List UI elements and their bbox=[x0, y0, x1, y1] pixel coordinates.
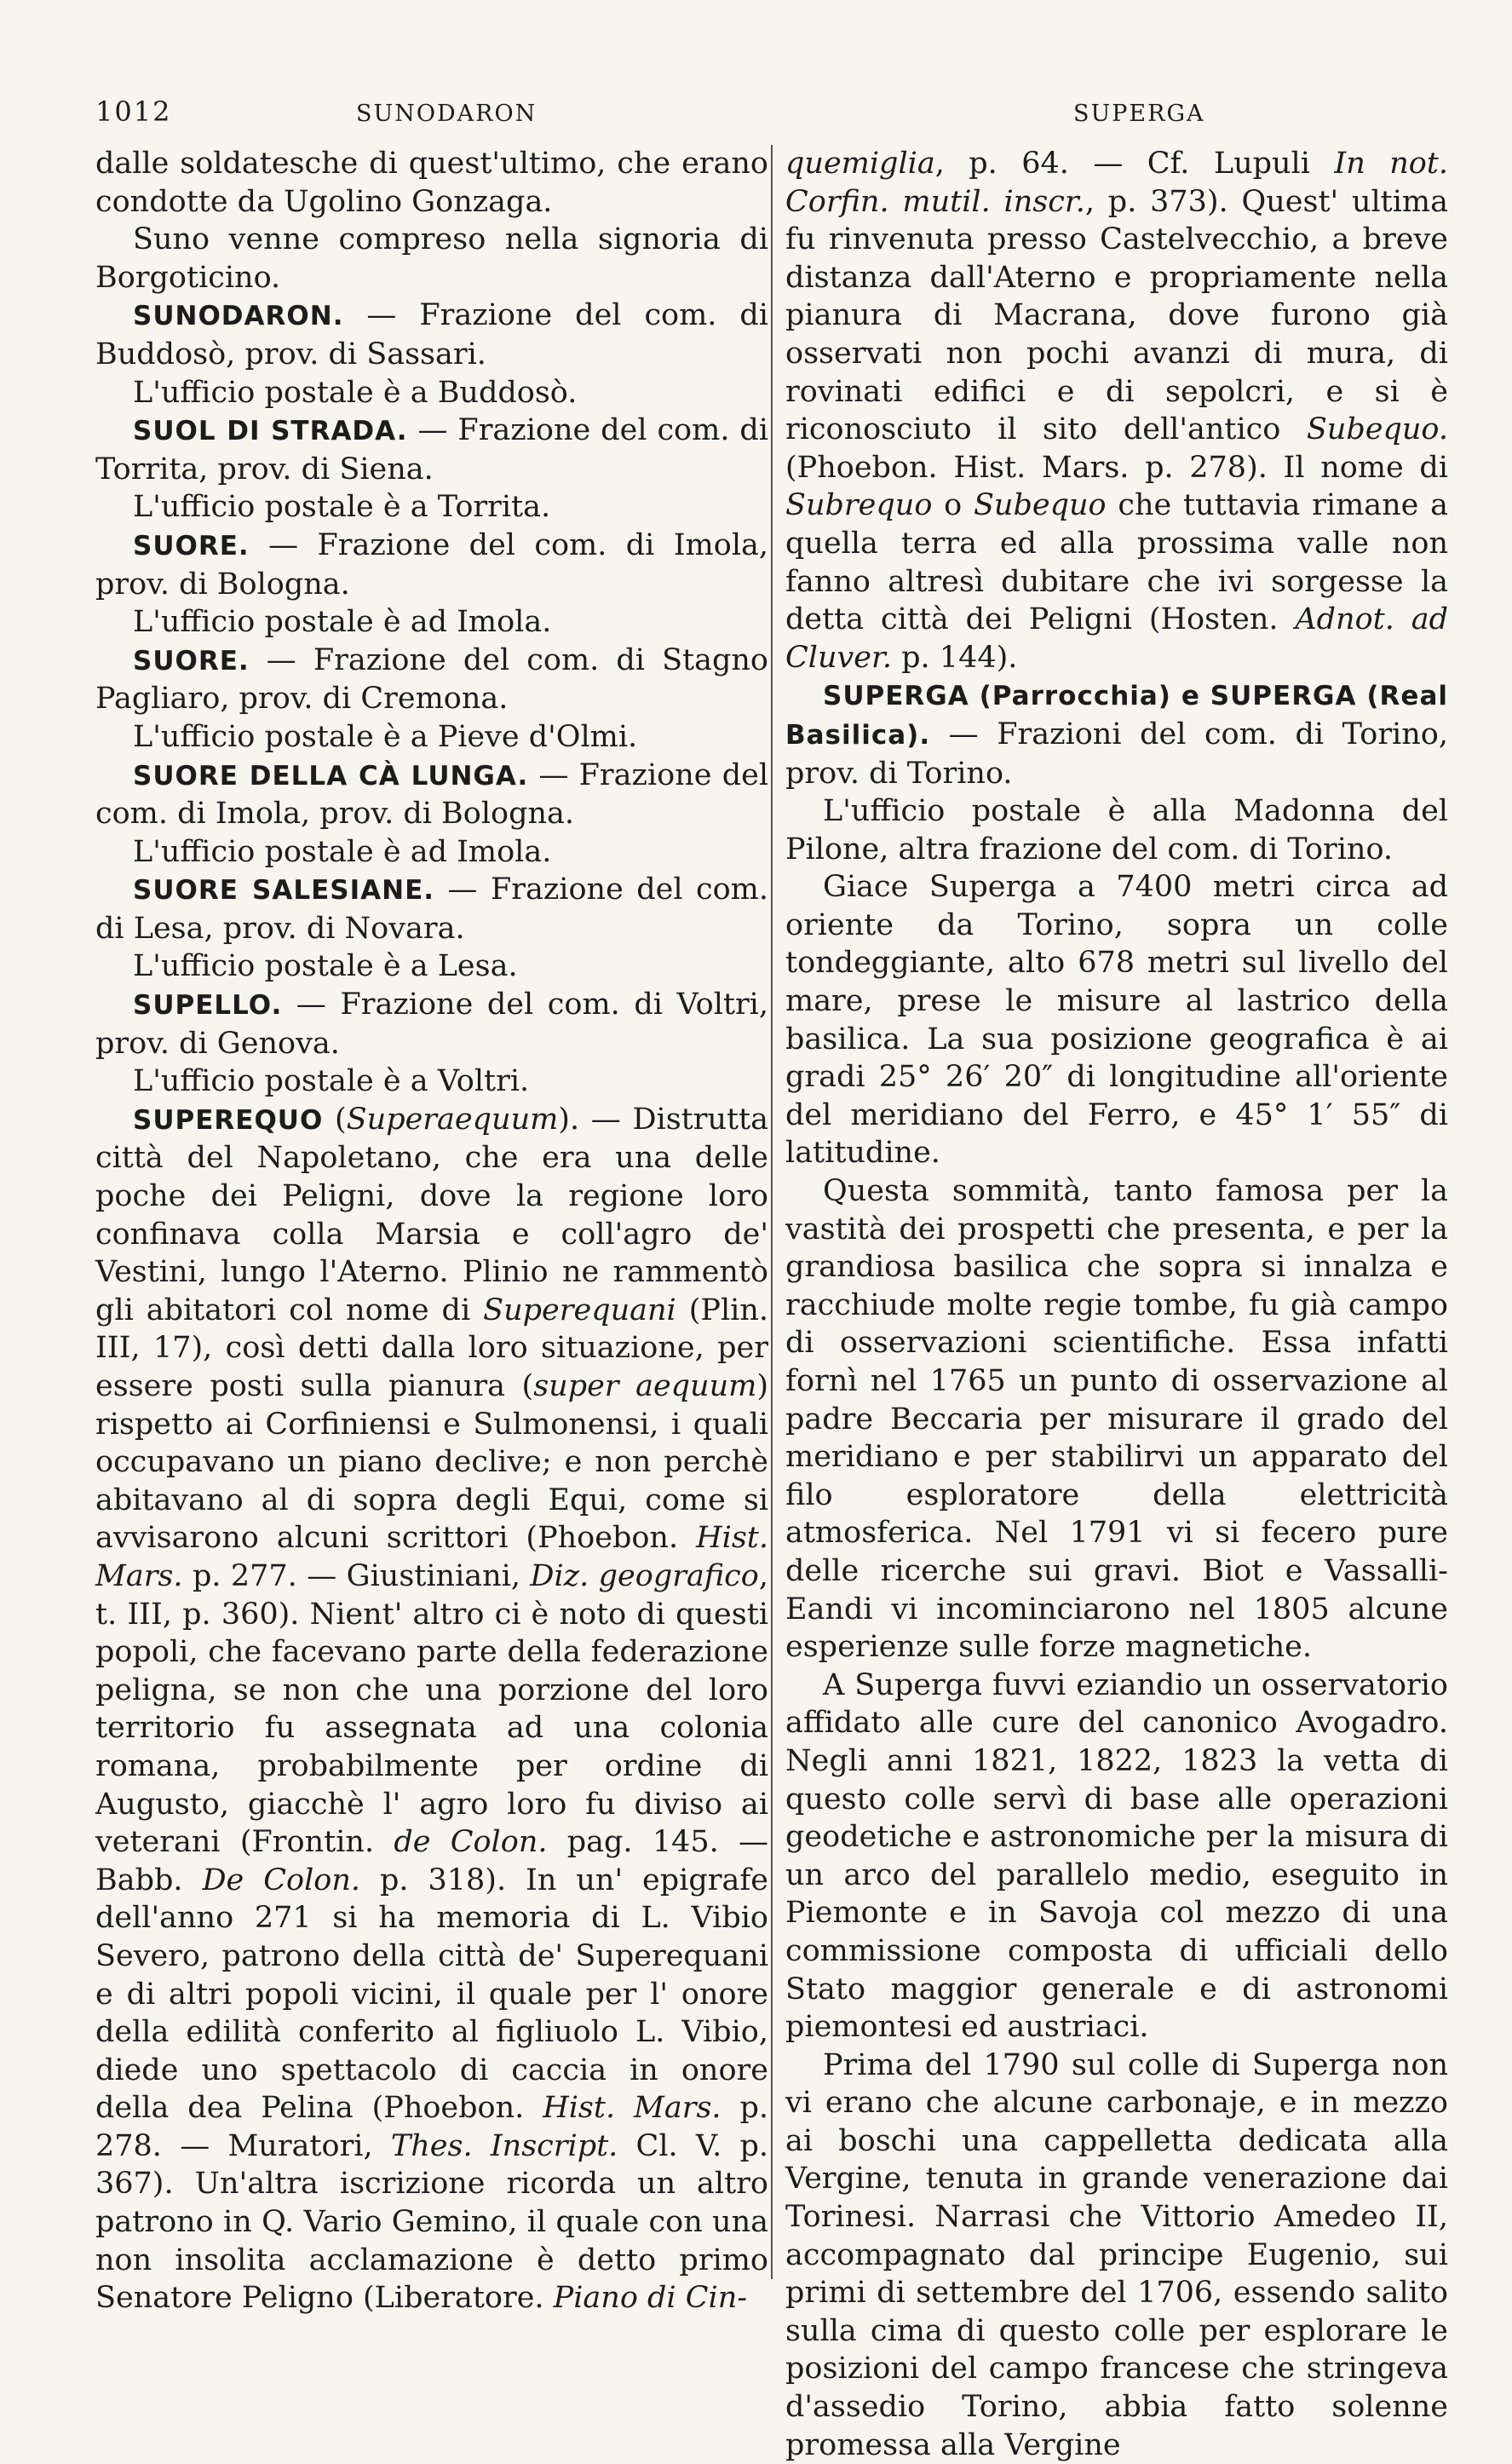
italic-term: In not. Corfin. mutil. inscr. bbox=[785, 147, 1448, 219]
column-divider bbox=[771, 145, 773, 2279]
running-head-left: SUNODARON bbox=[356, 101, 538, 127]
entry-text: , t. III, p. 360). Nient' altro ci è noto di questi popoli, che facevano parte della federazione peligna, se non che una porzione del loro territorio fu assegnata ad una colonia romana, probabilmente per ordine di Augusto, giacchè l' agro loro fu diviso ai veterani (Frontin. bbox=[95, 1558, 768, 1860]
italic-term: Superequani bbox=[483, 1292, 676, 1327]
entry-suore-stagno bbox=[95, 642, 768, 718]
headword: SUPERGA (Parrocchia) e SUPERGA (Real Basilica). bbox=[785, 681, 1448, 751]
entry-suore-imola bbox=[95, 527, 768, 603]
entry-supello bbox=[95, 986, 768, 1062]
entry-suore-salesiane bbox=[95, 871, 768, 947]
italic-term: de Colon. bbox=[394, 1825, 548, 1860]
entry-text: che tuttavia rimane a quella terra ed alla prossima valle non fanno altresì dubitare che ivi sorgesse la detta città dei Peligni (Hosten. bbox=[785, 488, 1448, 637]
paragraph: Questa sommità, tanto famosa per la vastità dei prospetti che presenta, e per la grandiosa basilica che sopra si innalza e racchiude molte regie tombe, fu già campo di osservazioni scientifiche. Essa infatti fornì nel 1765 un punto di osservazione al padre Beccaria per misurare il grado del meridiano e per stabilirvi un apparato del filo esploratore della elettricità atmosferica. Nel 1791 vi si fecero pure delle ricerche sui gravi. Biot e Vassalli-Eandi vi incominciarono nel 1805 alcune esperienze sulle forze magnetiche. bbox=[785, 1174, 1448, 1665]
italic-term: Superaequum bbox=[346, 1102, 559, 1137]
postal-note: L'ufficio postale è ad Imola. bbox=[133, 834, 552, 869]
entry-text: p. 318). In un' epigrafe dell'anno 271 si ha memoria di L. Vibio Severo, patrono della città de' Superequani e di altri popoli vicini, il quale per l' onore della edilità conferito al figliuolo L. Vibio, diede uno spettacolo di caccia in onore della dea Pelina (Phoebon. bbox=[95, 1862, 769, 2126]
italic-term: Subrequo bbox=[785, 488, 933, 523]
italic-term: Piano di Cin- bbox=[553, 2281, 748, 2316]
left-column bbox=[95, 145, 768, 2317]
paragraph: dalle soldatesche di quest'ultimo, che erano condotte da Ugolino Gonzaga. bbox=[95, 147, 768, 219]
italic-term: Diz. geografico bbox=[530, 1558, 759, 1593]
paragraph bbox=[785, 145, 1448, 676]
postal-note: L'ufficio postale è a Lesa. bbox=[133, 949, 518, 984]
headword: SUNODARON. bbox=[133, 301, 344, 332]
page-number: 1012 bbox=[95, 95, 172, 128]
paragraph: Suno venne compreso nella signoria di Borgoticino. bbox=[95, 222, 768, 295]
italic-term: Thes. Inscript. bbox=[390, 2128, 618, 2163]
headword: SUORE DELLA CÀ LUNGA. bbox=[133, 760, 529, 792]
italic-term: Hist. Mars. bbox=[95, 1521, 768, 1593]
entry-text: pag. 145. — Babb. bbox=[95, 1825, 769, 1897]
entry-suol-di-strada bbox=[95, 412, 768, 488]
entry-superequo bbox=[95, 1101, 768, 2317]
entry-text: ( bbox=[323, 1102, 347, 1137]
headword: SUORE SALESIANE. bbox=[133, 875, 435, 907]
entry-text: p. 277. — Giustiniani, bbox=[182, 1558, 531, 1593]
postal-note: L'ufficio postale è a Pieve d'Olmi. bbox=[133, 719, 638, 754]
entry-text: Cl. V. p. 367). Un'altra iscrizione ricorda un altro patrono in Q. Vario Gemino, il quale con una non insolita acclamazione è detto primo Senatore Peligno (Liberatore. bbox=[95, 2128, 768, 2316]
headword: SUOL DI STRADA. bbox=[133, 416, 408, 447]
entry-suore-della-ca-lunga bbox=[95, 757, 768, 833]
paragraph: Prima del 1790 sul colle di Superga non vi erano che alcune carbonaje, e in mezzo ai boschi una cappelletta dedicata alla Vergine, tenuta in grande venerazione dai Torinesi. Narrasi che Vittorio Amedeo II, accompagnato dal principe Eugenio, sui primi di settembre del 1706, essendo salito sulla cima di questo colle per esplorare le posizioni del campo francese che stringeva d'assedio Torino, abbia fatto solenne promessa alla Vergine bbox=[785, 2047, 1448, 2462]
headword: SUORE. bbox=[133, 530, 250, 561]
headword: SUPELLO. bbox=[133, 990, 283, 1022]
running-head-right: SUPERGA bbox=[1073, 101, 1205, 127]
entry-text: ). — Distrutta città del Napoletano, che era una delle poche dei Peligni, dove la regione loro confinava colla Marsia e coll'agro de' Vestini, lungo l'Aterno. Plinio ne rammentò gli abitatori col nome di bbox=[95, 1102, 768, 1327]
entry-text: p. 278. — Muratori, bbox=[95, 2091, 769, 2163]
italic-term: Hist. Mars. bbox=[543, 2091, 722, 2126]
postal-note: L'ufficio postale è a Buddosò. bbox=[133, 375, 578, 410]
paragraph: A Superga fuvvi eziandio un osservatorio affidato alle cure del canonico Avogadro. Negli anni 1821, 1822, 1823 la vetta di questo colle servì di base alle operazioni geodetiche e astronomiche per la misura di un arco del parallelo medio, eseguito in Piemonte e in Savoja col mezzo di una commissione composta di ufficiali dello Stato maggior generale e di astronomi piemontesi ed austriaci. bbox=[785, 1667, 1448, 2045]
entry-sunodaron bbox=[95, 296, 768, 373]
italic-term: quemiglia bbox=[785, 147, 935, 181]
entry-text: — Frazione del com. di Voltri, prov. di Genova. bbox=[95, 987, 768, 1061]
entry-text: (Plin. III, 17), così detti dalla loro situazione, per essere posti sulla pianura ( bbox=[95, 1292, 769, 1403]
postal-note: L'ufficio postale è a Voltri. bbox=[133, 1064, 530, 1099]
entry-text: — Frazioni del com. di Torino, prov. di Torino. bbox=[785, 717, 1448, 791]
entry-text: , p. 64. — Cf. Lupuli bbox=[934, 147, 1335, 181]
headword: SUORE. bbox=[133, 645, 250, 676]
paragraph: Giace Superga a 7400 metri circa ad oriente da Torino, sopra un colle tondeggiante, alto 678 metri sul livello del mare, prese le misure al lastrico della basilica. La sua posizione geografica è ai gradi 25° 26′ 20″ di longitudine all'oriente del meridiano del Ferro, e 45° 1′ 55″ di latitudine. bbox=[785, 870, 1448, 1171]
entry-text: , p. 373). Quest' ultima fu rinvenuta presso Castelvecchio, a breve distanza dall'Aterno e propriamente nella pianura di Macrana, dove furono già osservati non pochi avanzi di mura, di rovinati edifici e di sepolcri, e si è riconosciuto il sito dell'antico bbox=[785, 184, 1448, 447]
entry-text: — Frazione del com. di Stagno Pagliaro, prov. di Cremona. bbox=[95, 642, 768, 717]
entry-text: — Frazione del com. di Buddosò, prov. di Sassari. bbox=[95, 298, 768, 371]
entry-text: p. 144). bbox=[892, 640, 1018, 675]
italic-term: Subequo. bbox=[1306, 412, 1448, 447]
postal-note: L'ufficio postale è ad Imola. bbox=[133, 605, 552, 640]
entry-text: — Frazione del com. di Imola, prov. di Bologna. bbox=[95, 757, 769, 832]
italic-term: super aequum bbox=[533, 1369, 757, 1403]
entry-text: o bbox=[932, 488, 974, 523]
italic-term: De Colon. bbox=[202, 1862, 361, 1897]
headword: SUPEREQUO bbox=[133, 1104, 324, 1136]
italic-term: Adnot. ad Cluver. bbox=[785, 602, 1448, 675]
italic-term: Subequo bbox=[973, 488, 1107, 523]
right-column bbox=[785, 145, 1448, 2464]
entry-text: — Frazione del com. di Lesa, prov. di Novara. bbox=[95, 872, 768, 946]
entry-text: ) rispetto ai Corfiniensi e Sulmonensi, i quali occupavano un piano declive; e non perchè abitavano al di sopra degli Equi, come si avvisarono alcuni scrittori (Phoebon. bbox=[95, 1369, 768, 1556]
postal-note: L'ufficio postale è a Torrita. bbox=[133, 490, 551, 525]
postal-note: L'ufficio postale è alla Madonna del Pilone, altra frazione del com. di Torino. bbox=[785, 794, 1448, 866]
entry-text: — Frazione del com. di Imola, prov. di Bologna. bbox=[95, 527, 768, 602]
entry-text: — Frazione del com. di Torrita, prov. di Siena. bbox=[95, 413, 768, 486]
entry-text: (Phoebon. Hist. Mars. p. 278). Il nome di bbox=[785, 450, 1448, 485]
entry-superga bbox=[785, 676, 1448, 792]
